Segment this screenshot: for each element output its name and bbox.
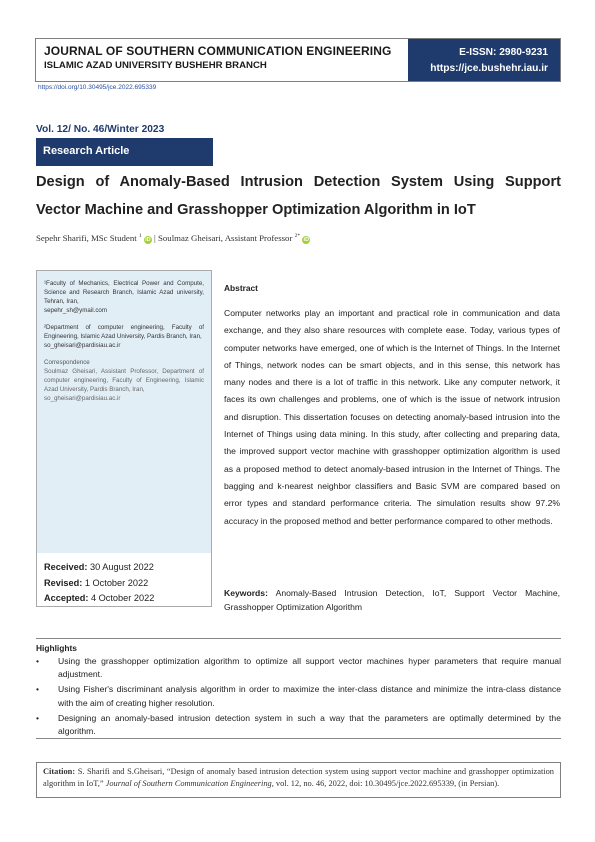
bullet: • [36,684,40,695]
affiliation-2 [44,323,204,350]
citation-label: Citation: [43,767,76,776]
article-type-badge: Research Article [36,138,213,166]
affiliation-1 [44,279,204,315]
keywords [224,586,560,614]
highlights-top-divider [36,638,561,639]
doi-link[interactable]: https://doi.org/10.30495/jce.2022.695339 [38,84,157,91]
bullet: • [36,656,40,666]
author-separator: | [154,233,158,243]
abstract-body: Computer networks play an important and practical role in communication and data exchange, and they also share resources with complete ease. Today, various types of computer networks have emerged, one of which is the Internet of Things. In the Internet of Things, network nodes can be smart objects, and in this sense, this network has many nodes and there is a lot of traffic in this network. Like any computer network, it faces its own challenges and problems, one of which is the issue of network intrusion and disruption. This dissertation focuses on detecting anomaly-based intrusion into the Internet of Things using data mining. In this study, after collecting and preparing data, the improved support vector machine with grasshopper optimization algorithm is used as a proposed method to detect anomaly-based intrusion in the Internet of Things. The bagging and k-nearest neighbor classifiers and Basic SVM are compared based on error types and standard performance criteria. The simulation results show 97.2% accuracy in the proposed method and better performance compared to other methods. [224,308,560,526]
highlights-bottom-divider [36,738,561,739]
author-2-affiliation-mark: 2* [294,233,301,239]
correspondence-email[interactable]: so_gheisari@pardisiau.ac.ir [44,395,121,402]
highlight-item: • Designing an anomaly-based intrusion detection system in such a way that the parameters are optimally determined by the algorithm. [36,712,561,737]
highlight-item: • Using Fisher's discriminant analysis algorithm in order to maximize the inter-class distance and minimize the intra-class distance with the aim of creating higher resolution. [36,684,561,708]
highlights-list [36,655,561,740]
highlight-item: • Using the grasshopper optimization algorithm to optimize all support vector machines hyper parameters that require manual adjustment. [36,656,561,680]
correspondence-address: Soulmaz Gheisari, Assistant Professor, Department of computer engineering, Faculty of Engineering, Islamic Azad University, Pardis Branch, Iran, [44,368,204,393]
citation-box: Citation: S. Sharifi and S.Gheisari, “Design of anomaly based intrusion detection system using support vector machine and grasshopper optimization algorithm in IoT,” Journal of Southern Communication Engineering, vol. 12, no. 46, 2022, doi: 10.30495/jce.2022.695339, (in Persian). [36,762,561,798]
keywords-label: Keywords: [224,588,268,598]
affiliation-1-email[interactable]: sepehr_sh@ymail.com [44,307,108,314]
journal-header [35,38,561,82]
journal-name: JOURNAL OF SOUTHERN COMMUNICATION ENGINEERING [44,44,392,58]
citation-journal: Journal of Southern Communication Engineering [105,778,272,788]
correspondence-label: Correspondence [44,359,90,366]
author-1: Sepehr Sharifi, MSc Student [36,233,137,243]
abstract-heading: Abstract [224,283,258,293]
revised-date: Revised: 1 October 2022 [44,577,149,588]
issue-info: Vol. 12/ No. 46/Winter 2023 [36,124,165,135]
affiliations-sidebar [36,270,212,553]
author-line [36,233,310,244]
bullet: • [36,712,40,723]
received-date: Received: 30 August 2022 [44,562,154,572]
keywords-list: Anomaly-Based Intrusion Detection, IoT, Support Vector Machine, Grasshopper Optimization Algorithm [224,588,560,612]
correspondence-block [44,367,204,403]
affiliation-2-address: ²Department of computer engineering, Faculty of Engineering, Islamic Azad University, Pardis Branch, Iran, [44,324,204,340]
author-1-affiliation-mark: 1 [138,233,142,239]
journal-header-left [44,44,391,71]
orcid-icon[interactable]: iD [145,237,151,243]
university-name: ISLAMIC AZAD UNIVERSITY BUSHEHR BRANCH [44,60,267,71]
affiliation-1-address: ¹Faculty of Mechanics, Electrical Power and Compute, Science and Research Branch, Islamic Azad university, Tehran, Iran, [44,280,204,305]
eissn: E-ISSN: 2980-9231 [459,47,548,58]
orcid-icon[interactable]: iD [303,237,310,243]
article-dates [36,553,212,607]
paper-title: Design of Anomaly-Based Intrusion Detection System Using Support Vector Machine and Grasshopper Optimization Algorithm in IoT [36,174,561,218]
journal-header-right [408,39,560,81]
affiliation-2-email[interactable]: so_gheisari@pardisiau.ac.ir [44,342,121,349]
accepted-date: Accepted: 4 October 2022 [44,593,155,603]
highlights-heading: Highlights [36,643,77,653]
journal-website-link[interactable]: https://jce.bushehr.iau.ir [430,63,548,74]
author-2: Soulmaz Gheisari, Assistant Professor [158,233,293,243]
